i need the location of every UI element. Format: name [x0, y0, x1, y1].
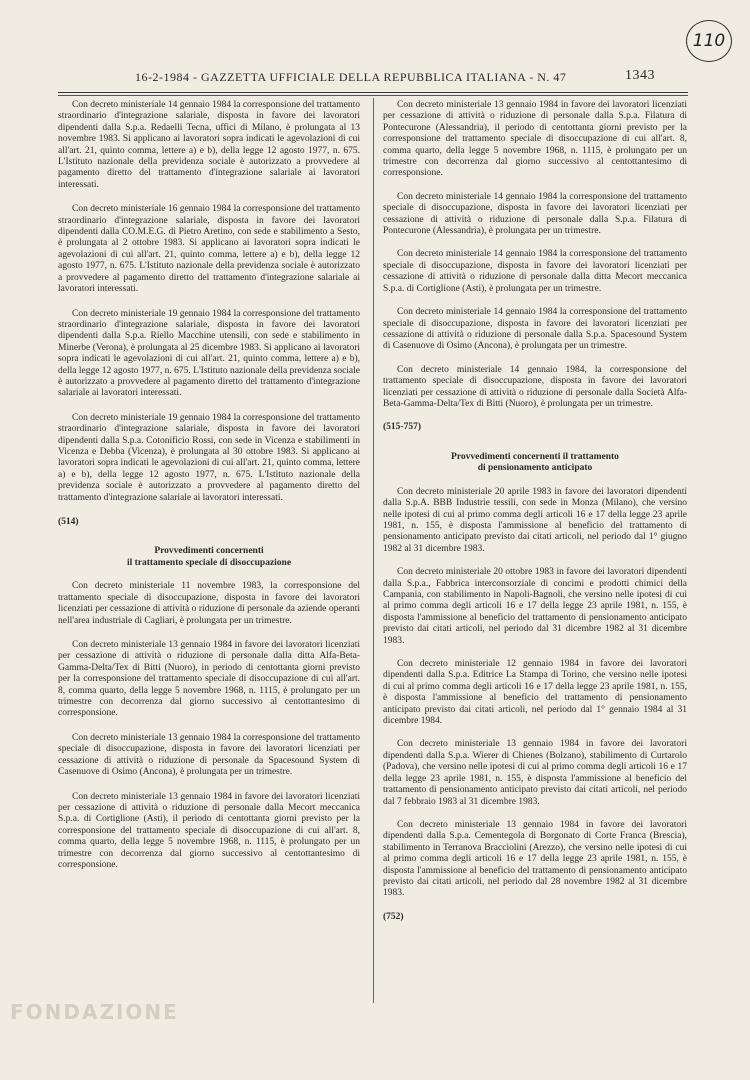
reference-number: (752)	[383, 911, 404, 922]
decree-paragraph: Con decreto ministeriale 13 gennaio 1984 in favore dei lavoratori dipendenti dalla S.p.a. Cementegola di Borgonato di Corte Franca (Brescia), stabilimento in Terranova Bracciolini (Arezzo), che versino nelle ipotesi di cui al primo comma degli articoli 16 e 17 della legge 23 aprile 1981, n. 155, è disposta l'ammissione al beneficio del trattamento di pensionamento anticipato previsto dai citati articoli, nel periodo dal 28 novembre 1982 al 31 dicembre 1983.	[383, 819, 687, 899]
decree-paragraph: Con decreto ministeriale 19 gennaio 1984 la corresponsione del trattamento straordinario d'integrazione salariale, disposta in favore dei lavoratori dipendenti dalla S.p.a. Riello Macchine utensili, con sede e stabilimento in Minerbe (Verona), è prolungata al 25 dicembre 1983. Si applicano ai lavoratori sopra indicati le agevolazioni di cui all'art. 21, quinto comma, lettere a) e b), della legge 12 agosto 1977, n. 675. L'Istituto nazionale della previdenza sociale è autorizzato a provvedere al pagamento diretto del trattamento d'integrazione salariale ai lavoratori interessati.	[58, 308, 360, 399]
section-heading-line: Provvedimenti concernenti il trattamento	[451, 451, 619, 462]
decree-paragraph: Con decreto ministeriale 13 gennaio 1984 in favore dei lavoratori licenziati per cessazione di attività o riduzione di personale dalla S.p.a. Filatura di Pontecurone (Alessandria), il periodo di centottanta giorni previsto per la corresponsione del trattamento speciale di disoccupazione di cui all'art. 8, comma quarto, della legge 5 novembre 1968, n. 1115, è prolungato per un trimestre con decorrenza dal giorno successivo al centottantesimo di corresponsione.	[383, 100, 687, 179]
section-heading	[58, 546, 360, 569]
page-header	[135, 68, 655, 86]
decree-paragraph: Con decreto ministeriale 14 gennaio 1984, la corresponsione del trattamento speciale di disoccupazione, disposta in favore dei lavoratori licenziati per cessazione di attività o riduzione di personale dalla Società Alfa-Beta-Gamma-Delta/Tex di Bitti (Nuoro), è prolungata per un trimestre.	[383, 364, 687, 409]
decree-paragraph: Con decreto ministeriale 20 ottobre 1983 in favore dei lavoratori dipendenti dalla S.p.a., Fabbrica interconsorziale di concimi e prodotti chimici della Campania, con stabilimento in Napoli-Bagnoli, che versino nelle ipotesi di cui al primo comma degli articoli 16 e 17 della legge 23 aprile 1981, n. 155, è disposta l'ammissione al beneficio del trattamento di pensionamento anticipato previsto dai citati articoli, nel periodo dal 31 dicembre 1982 al 31 dicembre 1983.	[383, 567, 687, 646]
decree-paragraph: Con decreto ministeriale 14 gennaio 1984 la corresponsione del trattamento speciale di disoccupazione, disposta in favore dei lavoratori licenziati per cessazione di attività o riduzione di personale dalla ditta Mecort meccanica S.p.a. di Cortiglione (Asti), è prolungata per un trimestre.	[383, 249, 687, 294]
decree-paragraph: Con decreto ministeriale 13 gennaio 1984 in favore dei lavoratori licenziati per cessazione di attività o riduzione di personale dalla ditta Alfa-Beta-Gamma-Delta/Tex di Bitti (Nuoro), in periodo di centottanta giorni previsto per la corresponsione del trattamento speciale di disoccupazione di cui all'art. 8, comma quarto, della legge 5 novembre 1968, n. 1115, è prolungato per un trimestre con decorrenza dal giorno successivo al centottantesimo di corresponsione.	[58, 640, 360, 719]
decree-paragraph: Con decreto ministeriale 12 gennaio 1984 in favore dei lavoratori dipendenti dalla S.p.a. Editrice La Stampa di Torino, che versino nelle ipotesi di cui al primo comma degli articoli 16 e 17 della legge 23 aprile 1981, n. 155, è disposta l'ammissione al beneficio del trattamento di pensionamento anticipato previsto dai citati articoli, nel periodo dal 1° gennaio 1984 al 31 dicembre 1984.	[383, 659, 687, 727]
watermark-logo: FONDAZIONE	[10, 1000, 179, 1024]
reference-number: (515-757)	[383, 422, 421, 433]
decree-paragraph: Con decreto ministeriale 19 gennaio 1984 la corresponsione del trattamento straordinario d'integrazione salariale, disposta in favore dei lavoratori dipendenti dalla S.p.a. Cotonificio Rossi, con sede in Vicenza e stabilimenti in Vicenza e Debba (Vicenza), è prolungata al 30 ottobre 1983. Si applicano ai lavoratori sopra indicati le agevolazioni di cui all'art. 21, quinto comma, lettere a) e b), della legge 12 agosto 1977, n. 675. L'Istituto nazionale della previdenza sociale è autorizzato a provvedere al pagamento diretto del trattamento d'integrazione salariale ai lavoratori interessati.	[58, 412, 360, 503]
page-number: 1343	[625, 68, 655, 83]
section-heading	[383, 452, 687, 475]
decree-paragraph: Con decreto ministeriale 13 gennaio 1984 in favore dei lavoratori licenziati per cessazione di attività o riduzione di personale dalla Mecort meccanica S.p.a. di Cortiglione (Asti), il periodo di centottanta giorni previsto per la corresponsione del trattamento speciale di disoccupazione di cui all'art. 8, comma quarto, della legge 5 novembre 1968, n. 1115, è prolungato per un trimestre con decorrenza dal giorno successivo al centottantesimo di corresponsione.	[58, 791, 360, 870]
decree-paragraph: Con decreto ministeriale 14 gennaio 1984 la corresponsione del trattamento speciale di disoccupazione, disposta in favore dei lavoratori licenziati per cessazione di attività o riduzione di personale dalla S.p.a. Filatura di Pontecurone (Alessandria), è prolungata per un trimestre.	[383, 191, 687, 237]
section-heading-line: il trattamento speciale di disoccupazione	[126, 557, 292, 568]
right-column	[383, 100, 687, 941]
decree-paragraph: Con decreto ministeriale 13 gennaio 1984 in favore dei lavoratori dipendenti dalla S.p.a. Wierer di Chienes (Bolzano), stabilimento di Curtarolo (Padova), che versino nelle ipotesi di cui al primo comma degli articoli 16 e 17 della legge 23 aprile 1981, n. 155, è disposta l'ammissione al beneficio del trattamento di pensionamento anticipato previsto dai citati articoli, nel periodo dal 7 febbraio 1983 al 31 dicembre 1983.	[383, 739, 687, 807]
header-title: 16-2-1984 - GAZZETTA UFFICIALE DELLA REPUBBLICA ITALIANA - N. 47	[135, 70, 567, 84]
left-column	[58, 100, 360, 884]
decree-paragraph: Con decreto ministeriale 14 gennaio 1984 la corresponsione del trattamento straordinario d'integrazione salariale, disposta in favore dei lavoratori dipendenti dalla S.p.a. Redaelli Tecna, uffici di Milano, è prolungata al 13 novembre 1983. Si applicano ai lavoratori sopra indicati le agevolazioni di cui all'art. 21, quinto comma, lettere a) e b), della legge 12 agosto 1977, n. 675. L'Istituto nazionale della previdenza sociale è autorizzato a provvedere al pagamento diretto del trattamento d'integrazione salariale ai lavoratori interessati.	[58, 100, 360, 190]
decree-paragraph: Con decreto ministeriale 16 gennaio 1984 la corresponsione del trattamento straordinario d'integrazione salariale, disposta in favore dei lavoratori dipendenti dalla CO.M.E.G. di Pietro Aretino, con sede e stabilimento a Sesto, è prolungata al 2 ottobre 1983. Si applicano ai lavoratori sopra indicati le agevolazioni di cui all'art. 21, quinto comma, lettere a) e b), della legge 12 agosto 1977, n. 675. L'Istituto nazionale della previdenza sociale è autorizzato a provvedere al pagamento diretto del trattamento d'integrazione salariale ai lavoratori interessati.	[58, 204, 360, 295]
header-rule	[58, 92, 688, 93]
section-heading-line: Provvedimenti concernenti	[154, 546, 264, 557]
decree-paragraph: Con decreto ministeriale 13 gennaio 1984 la corresponsione del trattamento speciale di disoccupazione, disposta in favore dei lavoratori licenziati per cessazione di attività o riduzione di personale da Spacesound System di Casenuove di Osimo (Ancona), è prolungata per un trimestre.	[58, 732, 360, 778]
header-rule-thin	[58, 95, 688, 96]
reference-number: (514)	[58, 517, 79, 527]
decree-paragraph: Con decreto ministeriale 11 novembre 1983, la corresponsione del trattamento speciale di disoccupazione, disposta in favore dei lavoratori licenziati per cessazione di attività o riduzione di personale da aziende operanti nell'area industriale di Cagliari, è prolungata per un trimestre.	[58, 581, 360, 626]
decree-paragraph: Con decreto ministeriale 20 aprile 1983 in favore dei lavoratori dipendenti dalla S.p.A. BBB Industrie tessili, con sede in Monza (Milano), che versino nelle ipotesi di cui al primo comma degli articoli 16 e 17 della legge 23 aprile 1981, n. 155, è disposta l'ammissione al beneficio del trattamento di pensionamento anticipato previsto dai citati articoli, nel periodo dal 1° giugno 1982 al 31 dicembre 1983.	[383, 486, 687, 554]
decree-paragraph: Con decreto ministeriale 14 gennaio 1984 la corresponsione del trattamento speciale di disoccupazione, disposta in favore dei lavoratori licenziati per cessazione di attività o riduzione di personale dalla S.p.a. Spacesound System di Casenuove di Osimo (Ancona), è prolungata per un trimestre.	[383, 307, 687, 352]
column-divider	[373, 98, 374, 1003]
section-heading-line: di pensionamento anticipato	[477, 463, 593, 474]
handwritten-page-stamp: 110	[686, 20, 732, 62]
